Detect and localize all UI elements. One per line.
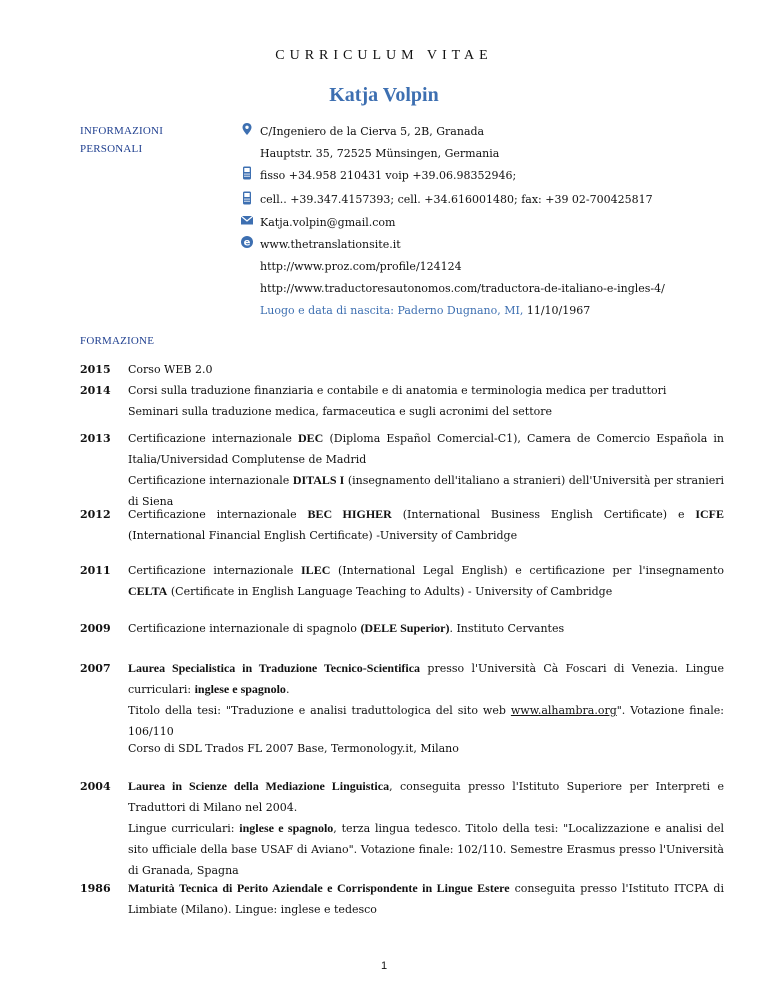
education-label: FORMAZIONE (80, 335, 155, 347)
website-globe-icon (240, 235, 254, 249)
year-2012: 2012 (80, 508, 111, 521)
year-1986: 1986 (80, 882, 111, 895)
address-granada: C/Ingeniero de la Cierva 5, 2B, Granada (260, 125, 485, 138)
birth-date: 11/10/1967 (526, 304, 591, 317)
birth-label: Luogo e data di nascita: Paderno Dugnano, MI, (260, 304, 527, 317)
mobile-phone-icon (240, 191, 254, 205)
year-2015: 2015 (80, 363, 111, 376)
education-entry-2015 (128, 359, 724, 422)
email-address[interactable]: Katja.volpin@gmail.com (260, 216, 396, 229)
education-entry-2007: Laurea Specialistica in Traduzione Tecnico-Scientifica presso l'Università Cà Foscari di Venezia. Lingue curriculari: inglese e spagnolo. Titolo della tesi: "Traduzione e analisi traduttologica del sito web www.alhambra.org". Votazione finale: 106/110 (128, 661, 725, 738)
svg-text:e: e (243, 237, 251, 249)
proz-profile-link[interactable]: http://www.proz.com/profile/124124 (260, 260, 462, 273)
birth-info (260, 304, 590, 318)
year-2013: 2013 (80, 432, 111, 445)
trados-course: Corso di SDL Trados FL 2007 Base, Termonology.it, Milano (128, 742, 459, 755)
personal-info-label: INFORMAZIONI PERSONALI (80, 125, 164, 155)
year-2004: 2004 (80, 780, 111, 793)
landline-phone: fisso +34.958 210431 voip +39.06.98352946; (260, 169, 517, 182)
person-name: Katja Volpin (329, 84, 439, 106)
entry-line: Corso WEB 2.0 (128, 363, 213, 376)
address-germany: Hauptstr. 35, 72525 Münsingen, Germania (260, 147, 500, 160)
education-entry-2009: Certificazione internazionale di spagnolo (DELE Superior). Instituto Cervantes (128, 621, 565, 635)
year-2014: 2014 (80, 384, 111, 397)
phone-icon (240, 166, 254, 180)
cv-title: CURRICULUM VITAE (275, 48, 493, 63)
year-2009: 2009 (80, 622, 111, 635)
year-2011: 2011 (80, 564, 111, 577)
year-2007: 2007 (80, 662, 111, 675)
education-entry-2013: Certificazione internazionale DEC (Diploma Español Comercial-C1), Camera de Comercio Española in Italia/Universidad Complutense de Madrid Certificazione internazionale DITALS I (insegnamento dell'italiano a stranieri) dell'Università per stranieri di Siena (128, 431, 725, 508)
education-entry-2004: Laurea in Scienze della Mediazione Linguistica, conseguita presso l'Istituto Superiore per Interpreti e Traduttori di Milano nel 2004. Lingue curriculari: inglese e spagnolo, terza lingua tedesco. Titolo della tesi: "Localizzazione e analisi del sito ufficiale della base USAF di Aviano". Votazione finale: 102/110. Semestre Erasmus presso l'Università di Granada, Spagna (128, 779, 725, 877)
email-envelope-icon (240, 213, 254, 227)
traductores-profile-link[interactable]: http://www.traductoresautonomos.com/traductora-de-italiano-e-ingles-4/ (260, 282, 665, 295)
education-entry-2011: Certificazione internazionale ILEC (International Legal English) e certificazione per l'insegnamento CELTA (Certificate in English Language Teaching to Adults) - University of Cambridge (128, 563, 725, 598)
thesis-website-link[interactable]: www.alhambra.org (510, 704, 617, 717)
education-entry-1986: Maturità Tecnica di Perito Aziendale e Corrispondente in Lingue Estere conseguita presso l'Istituto ITCPA di Limbiate (Milano). Lingue: inglese e tedesco (128, 881, 724, 916)
entry-line: Corsi sulla traduzione finanziaria e contabile e di anatomia e terminologia medica per traduttori (128, 384, 667, 397)
website-link[interactable]: www.thetranslationsite.it (260, 238, 401, 251)
page-number: 1 (380, 960, 388, 972)
education-entry-2012: Certificazione internazionale BEC HIGHER (International Business English Certificate) e ICFE (International Financial English Certificate) -University of Cambridge (128, 507, 724, 542)
entry-line: Seminari sulla traduzione medica, farmaceutica e sugli acronimi del settore (128, 405, 553, 418)
location-pin-icon (240, 122, 254, 136)
mobile-fax-numbers: cell.. +39.347.4157393; cell. +34.616001480; fax: +39 02-700425817 (260, 193, 653, 206)
